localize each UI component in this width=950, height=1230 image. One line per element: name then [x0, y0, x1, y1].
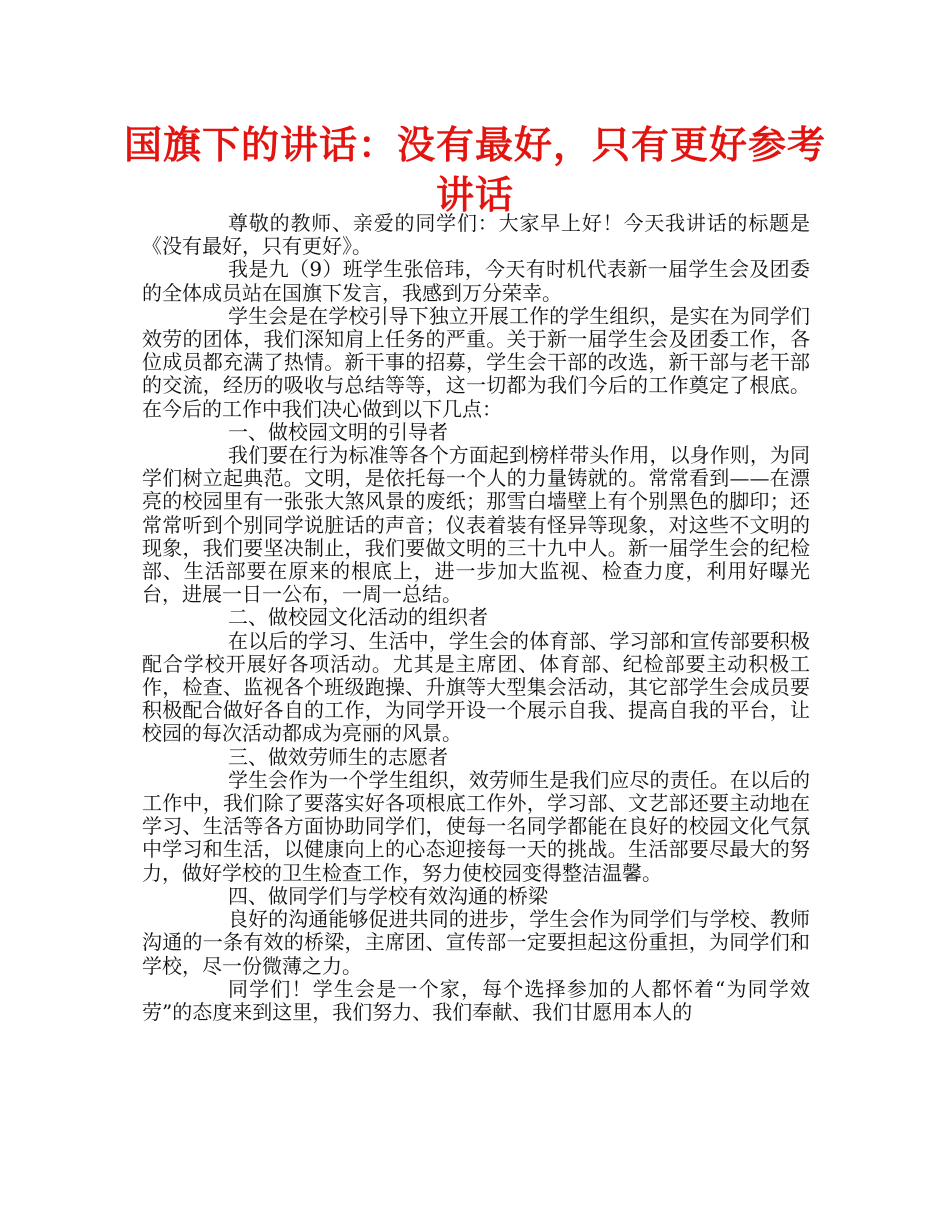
- document-body: [142, 212, 810, 1024]
- section-heading-3: 三、做效劳师生的志愿者: [228, 744, 448, 769]
- paragraph-section-4: 良好的沟通能够促进共同的进步，学生会作为同学们与学校、教师沟通的一条有效的桥梁，主席团、宣传部一定要担起这份重担，为同学们和学校，尽一份微薄之力。: [142, 907, 810, 978]
- document-title: 国旗下的讲话：没有最好，只有更好参考讲话: [123, 123, 826, 217]
- section-heading-2: 二、做校园文化活动的组织者: [228, 605, 488, 630]
- paragraph-section-2: 在以后的学习、生活中，学生会的体育部、学习部和宣传部要积极配合学校开展好各项活动。尤其是主席团、体育部、纪检部要主动积极工作，检查、监视各个班级跑操、升旗等大型集会活动，其它部学生会成员要积极配合做好各自的工作，为同学开设一个展示自我、提高自我的平台，让校园的每次活动都成为亮丽的风景。: [142, 628, 810, 746]
- paragraph-greeting: 尊敬的教师、亲爱的同学们：大家早上好！今天我讲话的标题是《没有最好，只有更好》。: [142, 211, 810, 259]
- section-heading-1: 一、做校园文明的引导者: [228, 419, 448, 444]
- paragraph-student-union: 学生会是在学校引导下独立开展工作的学生组织，是实在为同学们效劳的团体，我们深知肩上任务的严重。关于新一届学生会及团委工作，各位成员都充满了热情。新干事的招募，学生会干部的改选，新干部与老干部的交流，经历的吸收与总结等等，这一切都为我们今后的工作奠定了根底。在今后的工作中我们决心做到以下几点：: [142, 303, 810, 421]
- paragraph-section-1: 我们要在行为标准等各个方面起到榜样带头作用，以身作则，为同学们树立起典范。文明，是依托每一个人的力量铸就的。常常看到——在漂亮的校园里有一张张大煞风景的废纸；那雪白墙壁上有个别黑色的脚印；还常常听到个别同学说脏话的声音；仪表着装有怪异等现象，对这些不文明的现象，我们要坚决制止，我们要做文明的三十九中人。新一届学生会的纪检部、生活部要在原来的根底上，进一步加大监视、检查力度，利用好曝光台，进展一日一公布，一周一总结。: [142, 443, 810, 607]
- section-heading-4: 四、做同学们与学校有效沟通的桥梁: [228, 883, 548, 908]
- paragraph-closing: 同学们！学生会是一个家，每个选择参加的人都怀着“为同学效劳”的态度来到这里，我们努力、我们奉献、我们甘愿用本人的: [142, 976, 810, 1024]
- paragraph-introduction: 我是九（9）班学生张倍玮，今天有时机代表新一届学生会及团委的全体成员站在国旗下发言，我感到万分荣幸。: [142, 257, 810, 305]
- paragraph-section-3: 学生会作为一个学生组织，效劳师生是我们应尽的责任。在以后的工作中，我们除了要落实好各项根底工作外，学习部、文艺部还要主动地在学习、生活等各方面协助同学们，使每一名同学都能在良好的校园文化气氛中学习和生活，以健康向上的心态迎接每一天的挑战。生活部要尽最大的努力，做好学校的卫生检查工作，努力使校园变得整洁温馨。: [142, 767, 810, 885]
